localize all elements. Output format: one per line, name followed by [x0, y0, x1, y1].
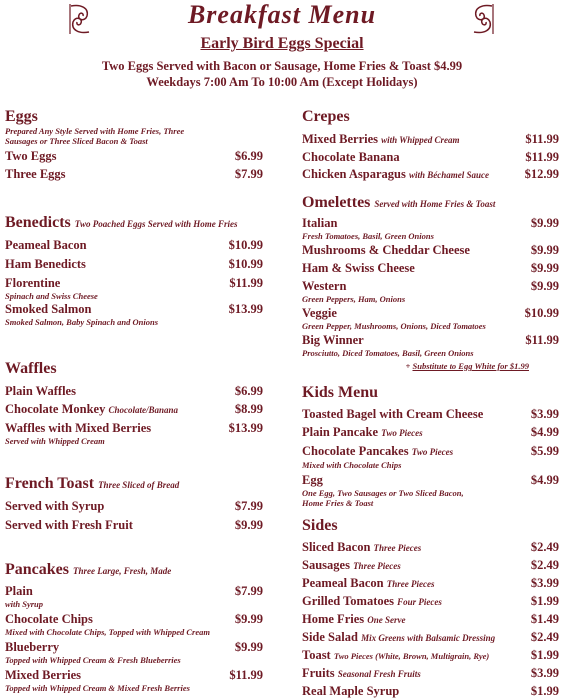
menu-item: Real Maple Syrup $1.99 — [302, 684, 559, 698]
section-title: Kids Menu — [302, 384, 379, 401]
menu-item: Mixed Berries with Whipped Cream $11.99 — [302, 132, 559, 146]
section-benedicts — [5, 214, 263, 327]
menu-item: Peameal Bacon Three Pieces $3.99 — [302, 576, 559, 590]
menu-item: Peameal Bacon $10.99 — [5, 238, 263, 252]
menu-item: Egg $4.99 One Egg, Two Sausages or Two Sliced Bacon, Home Fries & Toast — [302, 473, 559, 508]
menu-item: Grilled Tomatoes Four Pieces $1.99 — [302, 594, 559, 608]
special-title: Early Bird Eggs Special — [200, 35, 364, 52]
section-title: Waffles — [5, 360, 57, 377]
menu-item: Fruits Seasonal Fresh Fruits $3.99 — [302, 666, 559, 680]
section-title: Omelettes — [302, 194, 371, 211]
menu-item: Toasted Bagel with Cream Cheese $3.99 — [302, 407, 559, 421]
menu-item: Mixed Berries $11.99 Topped with Whipped Cream & Mixed Fresh Berries — [5, 668, 263, 693]
menu-item: Veggie $10.99 Green Pepper, Mushrooms, Onions, Diced Tomatoes — [302, 306, 559, 331]
menu-item: Chocolate Pancakes Two Pieces $5.99 Mixed with Chocolate Chips — [302, 444, 559, 470]
menu-item: Three Eggs $7.99 — [5, 167, 263, 181]
menu-item: Chicken Asparagus with Béchamel Sauce $12.99 — [302, 167, 559, 181]
menu-item: Plain Pancake Two Pieces $4.99 — [302, 425, 559, 439]
menu-item: Plain Waffles $6.99 — [5, 384, 263, 398]
menu-title: Breakfast Menu — [187, 0, 377, 29]
menu-item: Mushrooms & Cheddar Cheese $9.99 — [302, 243, 559, 257]
menu-item: Sausages Three Pieces $2.49 — [302, 558, 559, 572]
menu-item: Side Salad Mix Greens with Balsamic Dressing $2.49 — [302, 630, 559, 644]
menu-item: Served with Fresh Fruit $9.99 — [5, 518, 263, 532]
menu-item: Toast Two Pieces (White, Brown, Multigrain, Rye) $1.99 — [302, 648, 559, 662]
menu-item: Sliced Bacon Three Pieces $2.49 — [302, 540, 559, 554]
menu-item: Two Eggs $6.99 — [5, 149, 263, 163]
menu-item: Home Fries One Serve $1.49 — [302, 612, 559, 626]
section-note: Three Large, Fresh, Made — [73, 566, 172, 576]
section-title: Benedicts — [5, 214, 71, 231]
menu-item: Florentine $11.99 Spinach and Swiss Cheese — [5, 276, 263, 301]
section-title: French Toast — [5, 475, 95, 492]
menu-item: Western $9.99 Green Peppers, Ham, Onions — [302, 279, 559, 304]
menu-item: Ham Benedicts $10.99 — [5, 257, 263, 271]
section-title: Pancakes — [5, 561, 69, 578]
section-pancakes — [5, 561, 263, 693]
section-eggs — [5, 108, 263, 182]
special-line-2: Weekdays 7:00 Am To 10:00 Am (Except Holidays) — [146, 75, 418, 89]
menu-item: Chocolate Monkey Chocolate/Banana $8.99 — [5, 402, 263, 416]
menu-item: Big Winner $11.99 Prosciutto, Diced Tomatoes, Basil, Green Onions — [302, 333, 559, 358]
section-note: Prepared Any Style Served with Home Fries, Three Sausages or Three Sliced Bacon & Toast — [5, 126, 185, 146]
menu-item: Chocolate Chips $9.99 Mixed with Chocolate Chips, Topped with Whipped Cream — [5, 612, 263, 637]
menu-item: Ham & Swiss Cheese $9.99 — [302, 261, 559, 275]
section-note: Two Poached Eggs Served with Home Fries — [74, 219, 238, 229]
section-french-toast — [5, 475, 263, 533]
section-kids-menu — [302, 384, 559, 508]
section-note: Three Sliced of Bread — [98, 480, 180, 490]
section-note: Served with Home Fries & Toast — [374, 199, 496, 209]
menu-item: Blueberry $9.99 Topped with Whipped Cream & Fresh Blueberries — [5, 640, 263, 665]
menu-item: Plain $7.99 with Syrup — [5, 584, 263, 609]
section-title: Sides — [302, 517, 338, 534]
section-title: Eggs — [5, 108, 38, 125]
menu-item: Served with Syrup $7.99 — [5, 499, 263, 513]
substitute-note: + Substitute to Egg White for $1.99 — [405, 361, 529, 371]
menu-item: Italian $9.99 Fresh Tomatoes, Basil, Green Onions — [302, 216, 559, 241]
section-waffles — [5, 360, 263, 446]
menu-item: Waffles with Mixed Berries $13.99 Served with Whipped Cream — [5, 421, 263, 446]
section-sides — [302, 517, 559, 699]
section-omelettes — [302, 194, 559, 371]
menu-item: Chocolate Banana $11.99 — [302, 150, 559, 164]
special-line-1: Two Eggs Served with Bacon or Sausage, Home Fries & Toast $4.99 — [101, 59, 463, 73]
menu-item: Smoked Salmon $13.99 Smoked Salmon, Baby Spinach and Onions — [5, 302, 263, 327]
section-title: Crepes — [302, 108, 350, 125]
section-crepes — [302, 108, 559, 183]
